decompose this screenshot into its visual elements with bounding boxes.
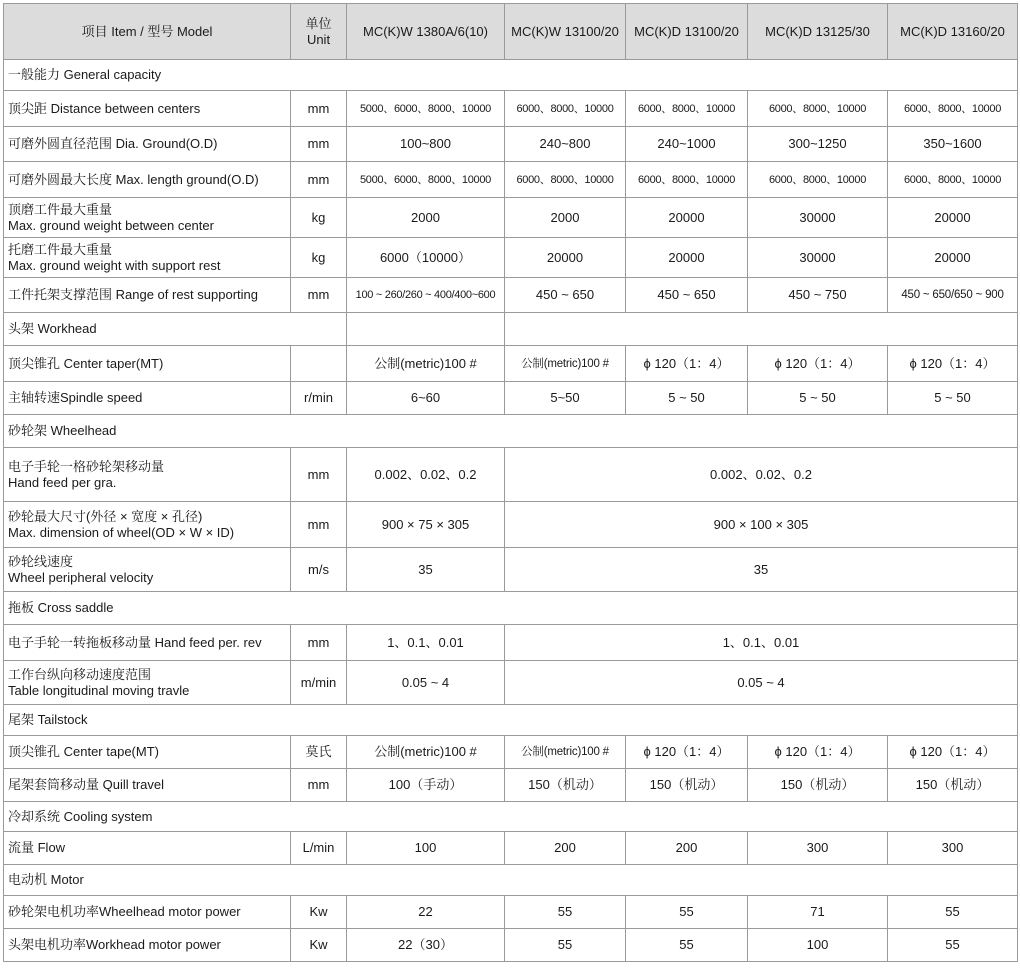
row-label <box>4 548 291 592</box>
table-row <box>4 91 1018 127</box>
row-label-en: Max. dimension of wheel(OD × W × ID) <box>8 524 235 540</box>
row-value: 240~1000 <box>626 127 748 162</box>
row-value: 450 ~ 650/650 ~ 900 <box>888 278 1018 313</box>
row-value: ϕ 120（1：4） <box>748 346 888 382</box>
row-label-cn: 砂轮最大尺寸(外径 × 宽度 × 孔径) <box>8 508 203 524</box>
row-value: 55 <box>888 929 1018 962</box>
row-unit: 莫氏 <box>291 736 347 769</box>
row-value: 150（机动） <box>505 769 626 802</box>
row-value: 100 <box>748 929 888 962</box>
row-label: 顶尖距 Distance between centers <box>4 91 291 127</box>
row-value: 1、0.1、0.01 <box>505 625 1018 661</box>
section-row <box>4 592 1018 625</box>
row-label: 可磨外圆直径范围 Dia. Ground(O.D) <box>4 127 291 162</box>
row-value: 5000、6000、8000、10000 <box>347 162 505 198</box>
row-value: 450 ~ 650 <box>505 278 626 313</box>
row-value: 55 <box>888 896 1018 929</box>
row-label: 顶尖锥孔 Center taper(MT) <box>4 346 291 382</box>
header-model-5: MC(K)D 13160/20 <box>888 4 1018 60</box>
row-label: 尾架套筒移动量 Quill travel <box>4 769 291 802</box>
row-value: 0.05 ~ 4 <box>505 661 1018 705</box>
row-value: 100（手动） <box>347 769 505 802</box>
row-value: 5 ~ 50 <box>748 382 888 415</box>
row-label: 主轴转速Spindle speed <box>4 382 291 415</box>
row-value: 300~1250 <box>748 127 888 162</box>
row-value: 5000、6000、8000、10000 <box>347 91 505 127</box>
row-value: 公制(metric)100 # <box>505 736 626 769</box>
row-label: 工件托架支撑范围 Range of rest supporting <box>4 278 291 313</box>
row-value: 2000 <box>347 198 505 238</box>
table-row <box>4 127 1018 162</box>
header-row <box>4 4 1018 60</box>
row-value: 900 × 75 × 305 <box>347 502 505 548</box>
row-unit: r/min <box>291 382 347 415</box>
row-value: ϕ 120（1：4） <box>626 346 748 382</box>
row-value: 240~800 <box>505 127 626 162</box>
section-general: 一般能力 General capacity <box>4 60 1018 91</box>
row-value: ϕ 120（1：4） <box>626 736 748 769</box>
row-label: 流量 Flow <box>4 832 291 865</box>
row-value: 450 ~ 750 <box>748 278 888 313</box>
row-value: 55 <box>626 896 748 929</box>
row-label <box>4 238 291 278</box>
row-value: 35 <box>505 548 1018 592</box>
row-value: 6000、8000、10000 <box>748 91 888 127</box>
row-value: 0.002、0.02、0.2 <box>505 448 1018 502</box>
row-label-en: Max. ground weight between center <box>8 217 214 233</box>
table-row <box>4 832 1018 865</box>
row-value: 22 <box>347 896 505 929</box>
section-row <box>4 705 1018 736</box>
row-label-en: Max. ground weight with support rest <box>8 257 221 273</box>
row-unit: mm <box>291 769 347 802</box>
section-saddle: 拖板 Cross saddle <box>4 592 1018 625</box>
row-value: 20000 <box>888 238 1018 278</box>
row-value: 900 × 100 × 305 <box>505 502 1018 548</box>
row-label: 电子手轮一转拖板移动量 Hand feed per. rev <box>4 625 291 661</box>
row-label-cn: 工作台纵向移动速度范围 <box>8 666 152 682</box>
row-unit: m/s <box>291 548 347 592</box>
table-row <box>4 238 1018 278</box>
row-value: 6000（10000） <box>347 238 505 278</box>
section-row <box>4 802 1018 832</box>
row-unit: mm <box>291 502 347 548</box>
row-value: 5 ~ 50 <box>888 382 1018 415</box>
spec-table <box>3 3 1018 962</box>
header-model-1: MC(K)W 1380A/6(10) <box>347 4 505 60</box>
table-row <box>4 278 1018 313</box>
row-value: 5 ~ 50 <box>626 382 748 415</box>
header-model-4: MC(K)D 13125/30 <box>748 4 888 60</box>
row-value: 55 <box>626 929 748 962</box>
table-row <box>4 769 1018 802</box>
header-unit-cn: 单位 <box>305 15 332 31</box>
section-filler <box>347 313 505 346</box>
row-unit: L/min <box>291 832 347 865</box>
row-value: 55 <box>505 896 626 929</box>
row-unit <box>291 346 347 382</box>
row-value: 100 ~ 260/260 ~ 400/400~600 <box>347 278 505 313</box>
table-row <box>4 625 1018 661</box>
row-value: 6000、8000、10000 <box>505 162 626 198</box>
row-label-en: Hand feed per gra. <box>8 474 117 490</box>
row-value: 公制(metric)100 # <box>505 346 626 382</box>
row-unit: mm <box>291 91 347 127</box>
row-value: 2000 <box>505 198 626 238</box>
table-row <box>4 382 1018 415</box>
row-value: 6000、8000、10000 <box>505 91 626 127</box>
row-value: 55 <box>505 929 626 962</box>
row-value: 6000、8000、10000 <box>626 91 748 127</box>
row-value: 150（机动） <box>626 769 748 802</box>
row-unit: kg <box>291 238 347 278</box>
row-label-en: Table longitudinal moving travle <box>8 682 190 698</box>
section-motor: 电动机 Motor <box>4 865 1018 896</box>
row-value: 71 <box>748 896 888 929</box>
row-label-cn: 托磨工件最大重量 <box>8 241 113 257</box>
row-unit: kg <box>291 198 347 238</box>
header-model-3: MC(K)D 13100/20 <box>626 4 748 60</box>
row-label: 砂轮架电机功率Wheelhead motor power <box>4 896 291 929</box>
row-value: 6000、8000、10000 <box>888 162 1018 198</box>
row-unit: mm <box>291 127 347 162</box>
row-label-en: Wheel peripheral velocity <box>8 569 154 585</box>
header-unit-en: Unit <box>306 31 331 47</box>
row-value: 200 <box>626 832 748 865</box>
row-label <box>4 661 291 705</box>
row-label-cn: 电子手轮一格砂轮架移动量 <box>8 458 165 474</box>
row-value: 6~60 <box>347 382 505 415</box>
header-item: 项目 Item / 型号 Model <box>4 4 291 60</box>
row-unit: mm <box>291 625 347 661</box>
row-value: 20000 <box>888 198 1018 238</box>
row-label <box>4 502 291 548</box>
section-workhead: 头架 Workhead <box>4 313 347 346</box>
section-row <box>4 313 1018 346</box>
row-unit: m/min <box>291 661 347 705</box>
table-row <box>4 929 1018 962</box>
row-unit: Kw <box>291 929 347 962</box>
row-value: 20000 <box>626 238 748 278</box>
table-row <box>4 896 1018 929</box>
row-value: 150（机动） <box>748 769 888 802</box>
row-value: 150（机动） <box>888 769 1018 802</box>
section-row <box>4 415 1018 448</box>
row-value: 450 ~ 650 <box>626 278 748 313</box>
header-model-2: MC(K)W 13100/20 <box>505 4 626 60</box>
row-value: 0.05 ~ 4 <box>347 661 505 705</box>
row-value: 100 <box>347 832 505 865</box>
row-value: 6000、8000、10000 <box>888 91 1018 127</box>
row-value: 20000 <box>505 238 626 278</box>
row-value: 30000 <box>748 238 888 278</box>
row-value: 300 <box>888 832 1018 865</box>
section-cooling: 冷却系统 Cooling system <box>4 802 1018 832</box>
row-label-cn: 砂轮线速度 <box>8 553 74 569</box>
row-value: 20000 <box>626 198 748 238</box>
row-value: ϕ 120（1：4） <box>888 346 1018 382</box>
table-row <box>4 346 1018 382</box>
row-value: 30000 <box>748 198 888 238</box>
row-value: 6000、8000、10000 <box>748 162 888 198</box>
row-label: 可磨外圆最大长度 Max. length ground(O.D) <box>4 162 291 198</box>
row-value: 300 <box>748 832 888 865</box>
section-tailstock: 尾架 Tailstock <box>4 705 1018 736</box>
table-row <box>4 162 1018 198</box>
row-value: ϕ 120（1：4） <box>748 736 888 769</box>
row-value: 6000、8000、10000 <box>626 162 748 198</box>
row-value: 200 <box>505 832 626 865</box>
row-value: 公制(metric)100 # <box>347 736 505 769</box>
row-unit: mm <box>291 162 347 198</box>
section-row <box>4 865 1018 896</box>
header-unit <box>291 4 347 60</box>
row-value: 公制(metric)100 # <box>347 346 505 382</box>
table-row <box>4 661 1018 705</box>
row-unit: mm <box>291 278 347 313</box>
table-row <box>4 198 1018 238</box>
row-unit: mm <box>291 448 347 502</box>
row-label: 头架电机功率Workhead motor power <box>4 929 291 962</box>
table-row <box>4 548 1018 592</box>
table-row <box>4 736 1018 769</box>
row-value: 22（30） <box>347 929 505 962</box>
table-row <box>4 502 1018 548</box>
row-label-cn: 顶磨工件最大重量 <box>8 201 113 217</box>
row-value: 0.002、0.02、0.2 <box>347 448 505 502</box>
row-value: 350~1600 <box>888 127 1018 162</box>
row-unit: Kw <box>291 896 347 929</box>
row-value: 1、0.1、0.01 <box>347 625 505 661</box>
row-label: 顶尖锥孔 Center tape(MT) <box>4 736 291 769</box>
section-row <box>4 60 1018 91</box>
row-label <box>4 448 291 502</box>
row-value: 100~800 <box>347 127 505 162</box>
section-filler <box>505 313 1018 346</box>
row-value: ϕ 120（1：4） <box>888 736 1018 769</box>
section-wheelhead: 砂轮架 Wheelhead <box>4 415 1018 448</box>
row-value: 5~50 <box>505 382 626 415</box>
row-label <box>4 198 291 238</box>
table-row <box>4 448 1018 502</box>
row-value: 35 <box>347 548 505 592</box>
